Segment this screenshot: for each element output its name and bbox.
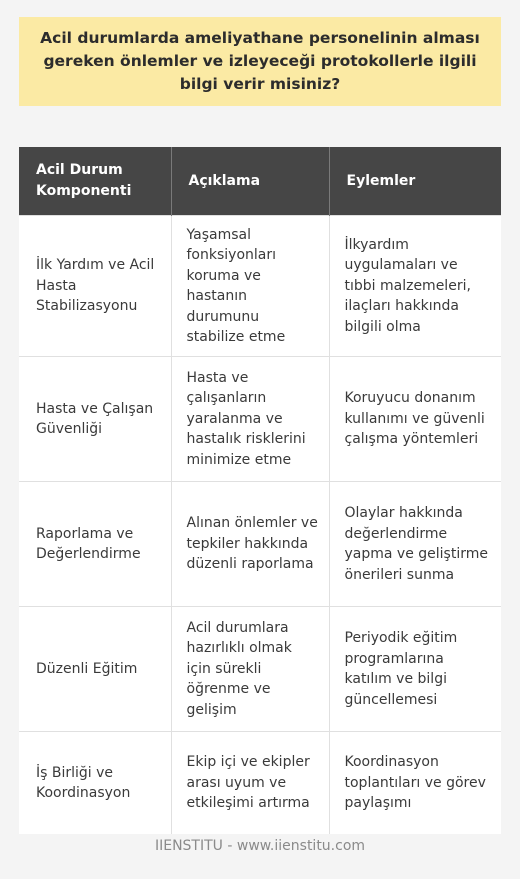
cell-description: Alınan önlemler ve tepkiler hakkında düzenli raporlama xyxy=(171,482,329,607)
cell-component: Hasta ve Çalışan Güvenliği xyxy=(19,357,171,482)
table-row xyxy=(19,216,501,357)
header-component: Acil Durum Komponenti xyxy=(19,147,171,216)
cell-description: Ekip içi ve ekipler arası uyum ve etkileşimi artırma xyxy=(171,732,329,835)
cell-description: Hasta ve çalışanların yaralanma ve hastalık risklerini minimize etme xyxy=(171,357,329,482)
cell-actions: Olaylar hakkında değerlendirme yapma ve geliştirme önerileri sunma xyxy=(329,482,501,607)
cell-actions: Koruyucu donanım kullanımı ve güvenli çalışma yöntemleri xyxy=(329,357,501,482)
header-actions: Eylemler xyxy=(329,147,501,216)
cell-actions: Periyodik eğitim programlarına katılım ve bilgi güncellemesi xyxy=(329,607,501,732)
cell-component: Raporlama ve Değerlendirme xyxy=(19,482,171,607)
cell-description: Acil durumlara hazırlıklı olmak için sürekli öğrenme ve gelişim xyxy=(171,607,329,732)
question-banner xyxy=(19,17,501,106)
cell-description: Yaşamsal fonksiyonları koruma ve hastanın durumunu stabilize etme xyxy=(171,216,329,357)
cell-component: Düzenli Eğitim xyxy=(19,607,171,732)
table-row xyxy=(19,732,501,835)
header-description: Açıklama xyxy=(171,147,329,216)
cell-actions: İlkyardım uygulamaları ve tıbbi malzemeleri, ilaçları hakkında bilgili olma xyxy=(329,216,501,357)
table-row xyxy=(19,482,501,607)
cell-component: İş Birliği ve Koordinasyon xyxy=(19,732,171,835)
cell-actions: Koordinasyon toplantıları ve görev paylaşımı xyxy=(329,732,501,835)
footer-credit: IIENSTITU - www.iienstitu.com xyxy=(154,838,366,854)
table-row xyxy=(19,607,501,732)
cell-component: İlk Yardım ve Acil Hasta Stabilizasyonu xyxy=(19,216,171,357)
protocol-table xyxy=(19,147,501,834)
table-row xyxy=(19,357,501,482)
table-header-row xyxy=(19,147,501,216)
question-text: Acil durumlarda ameliyathane personelinin alması gereken önlemler ve izleyeceği protokollerle ilgili bilgi verir misiniz? xyxy=(40,29,480,93)
